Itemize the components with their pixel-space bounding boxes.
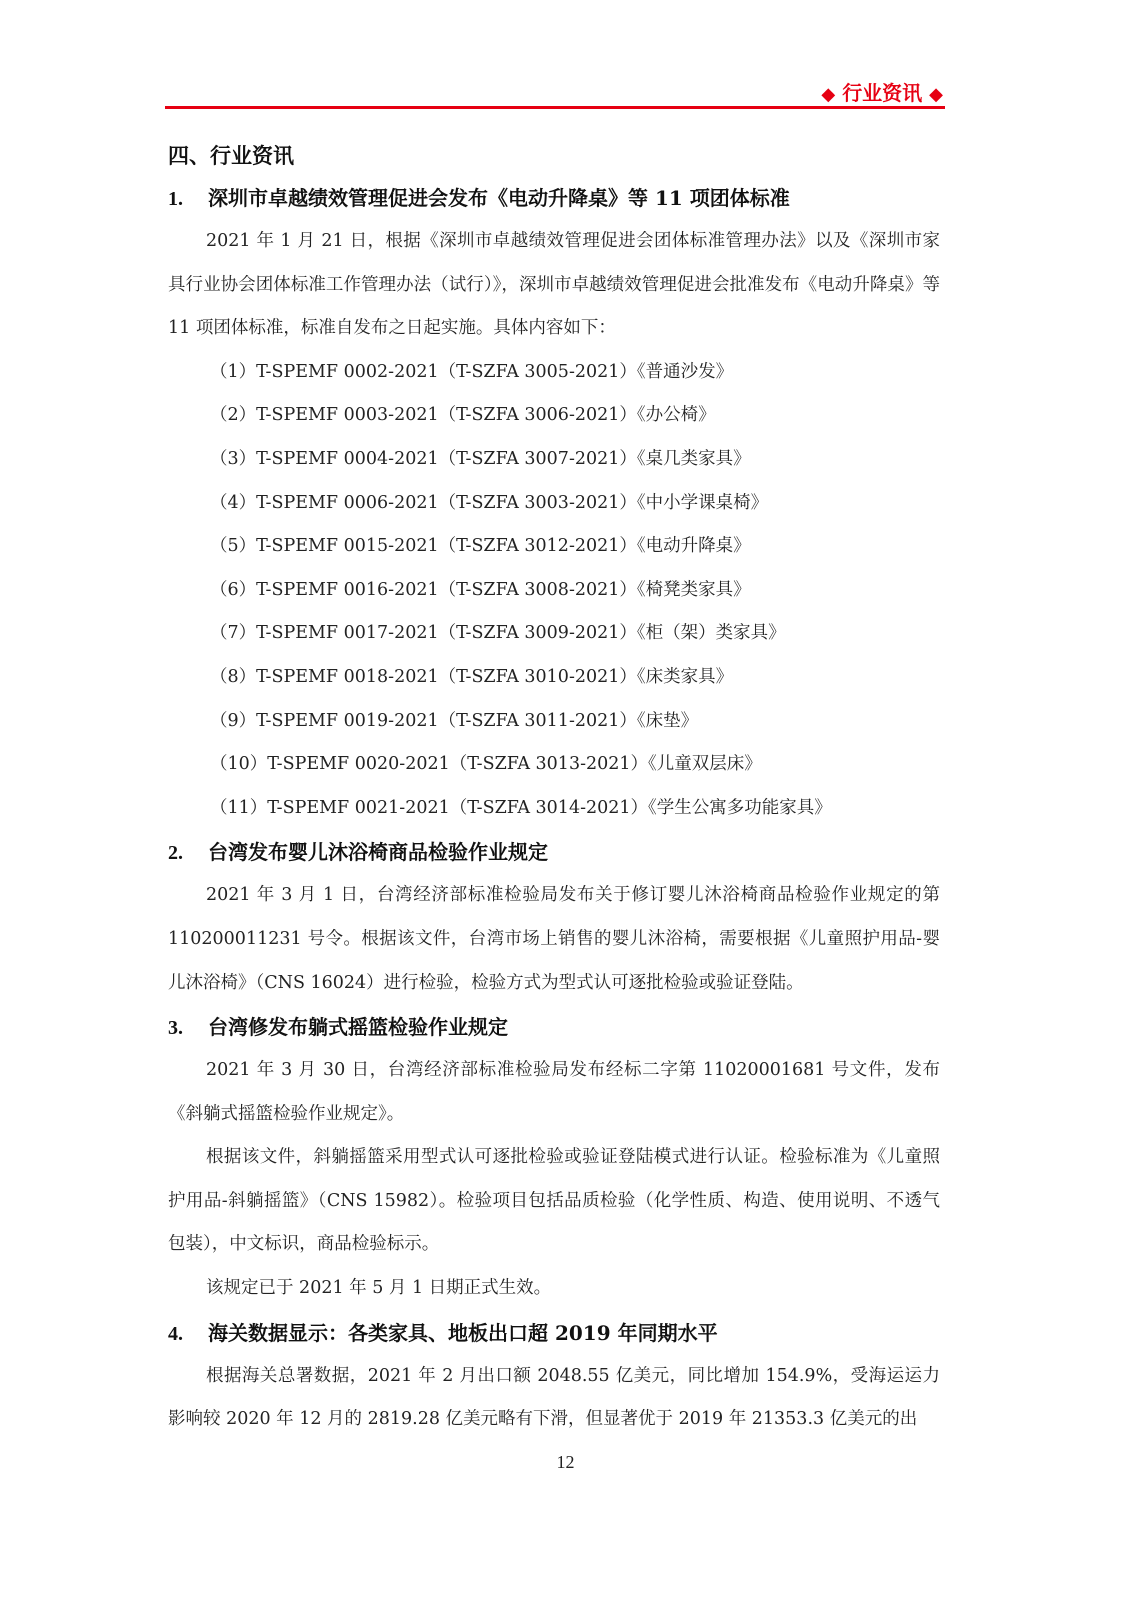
header-label: 行业资讯 bbox=[842, 81, 923, 105]
article-3-heading bbox=[168, 1005, 940, 1049]
diamond-right-icon: ◆ bbox=[929, 84, 943, 105]
standard-item-10: （10）T-SPEMF 0020-2021（T-SZFA 3013-2021）《儿童双层床》 bbox=[210, 754, 762, 775]
standards-list bbox=[168, 351, 940, 831]
article-1-intro: 2021 年 1 月 21 日，根据《深圳市卓越绩效管理促进会团体标准管理办法》以及《深圳市家具行业协会团体标准工作管理办法（试行）》，深圳市卓越绩效管理促进会批准发布《电动升降桌》等 11 项团体标准，标准自发布之日起实施。具体内容如下： bbox=[168, 231, 940, 339]
article-4-heading bbox=[168, 1311, 940, 1355]
standard-item-7: （7）T-SPEMF 0017-2021（T-SZFA 3009-2021）《柜（架）类家具》 bbox=[210, 623, 786, 644]
page-number: 12 bbox=[556, 1452, 575, 1472]
standard-item-1: （1）T-SPEMF 0002-2021（T-SZFA 3005-2021）《普通沙发》 bbox=[210, 361, 734, 382]
article-2-paragraph-1: 2021 年 3 月 1 日，台湾经济部标准检验局发布关于修订婴儿沐浴椅商品检验作业规定的第 110200011231 号令。根据该文件，台湾市场上销售的婴儿沐浴椅，需要根据《儿童照护用品-婴儿沐浴椅》（CNS 16024）进行检验，检验方式为型式认可逐批检验或验证登陆。 bbox=[168, 885, 940, 993]
article-4-paragraph-1: 根据海关总署数据，2021 年 2 月出口额 2048.55 亿美元，同比增加 154.9%，受海运运力影响较 2020 年 12 月的 2819.28 亿美元略有下滑，但显著优于 2019 年 21353.3 亿美元的出 bbox=[168, 1365, 940, 1430]
article-2-heading bbox=[168, 830, 940, 874]
article-4-title: 海关数据显示：各类家具、地板出口超 2019 年同期水平 bbox=[208, 1320, 718, 1345]
header-title bbox=[821, 77, 943, 106]
standard-item-8: （8）T-SPEMF 0018-2021（T-SZFA 3010-2021）《床类家具》 bbox=[210, 666, 734, 687]
article-1-number: 1. bbox=[168, 188, 183, 210]
article-3-number: 3. bbox=[168, 1017, 183, 1040]
article-1-heading bbox=[168, 176, 940, 220]
article-3-paragraph-2: 根据该文件，斜躺摇篮采用型式认可逐批检验或验证登陆模式进行认证。检验标准为《儿童照护用品-斜躺摇篮》（CNS 15982）。检验项目包括品质检验（化学性质、构造、使用说明、不透气包装），中文标识，商品检验标示。 bbox=[168, 1147, 940, 1255]
article-3-title: 台湾修发布躺式摇篮检验作业规定 bbox=[208, 1015, 508, 1040]
standard-item-2: （2）T-SPEMF 0003-2021（T-SZFA 3006-2021）《办公椅》 bbox=[210, 405, 716, 426]
article-2-number: 2. bbox=[168, 842, 183, 865]
article-3-paragraph-1: 2021 年 3 月 30 日，台湾经济部标准检验局发布经标二字第 11020001681 号文件，发布《斜躺式摇篮检验作业规定》。 bbox=[168, 1060, 940, 1124]
article-1-title: 深圳市卓越绩效管理促进会发布《电动升降桌》等 11 项团体标准 bbox=[208, 186, 790, 210]
standard-item-3: （3）T-SPEMF 0004-2021（T-SZFA 3007-2021）《桌几类家具》 bbox=[210, 448, 751, 469]
standard-item-4: （4）T-SPEMF 0006-2021（T-SZFA 3003-2021）《中小学课桌椅》 bbox=[210, 492, 769, 513]
section-title: 四、行业资讯 bbox=[168, 143, 294, 168]
standard-item-9: （9）T-SPEMF 0019-2021（T-SZFA 3011-2021）《床垫》 bbox=[210, 710, 699, 731]
article-4-number: 4. bbox=[168, 1322, 183, 1345]
diamond-left-icon: ◆ bbox=[821, 84, 836, 105]
page-content bbox=[168, 136, 940, 1442]
standard-item-5: （5）T-SPEMF 0015-2021（T-SZFA 3012-2021）《电动升降桌》 bbox=[210, 536, 751, 557]
article-2-title: 台湾发布婴儿沐浴椅商品检验作业规定 bbox=[208, 840, 548, 865]
standard-item-11: （11）T-SPEMF 0021-2021（T-SZFA 3014-2021）《学生公寓多功能家具》 bbox=[210, 797, 832, 818]
page-header bbox=[165, 78, 945, 109]
article-3-paragraph-3: 该规定已于 2021 年 5 月 1 日期正式生效。 bbox=[206, 1278, 552, 1299]
standard-item-6: （6）T-SPEMF 0016-2021（T-SZFA 3008-2021）《椅凳类家具》 bbox=[210, 579, 751, 600]
